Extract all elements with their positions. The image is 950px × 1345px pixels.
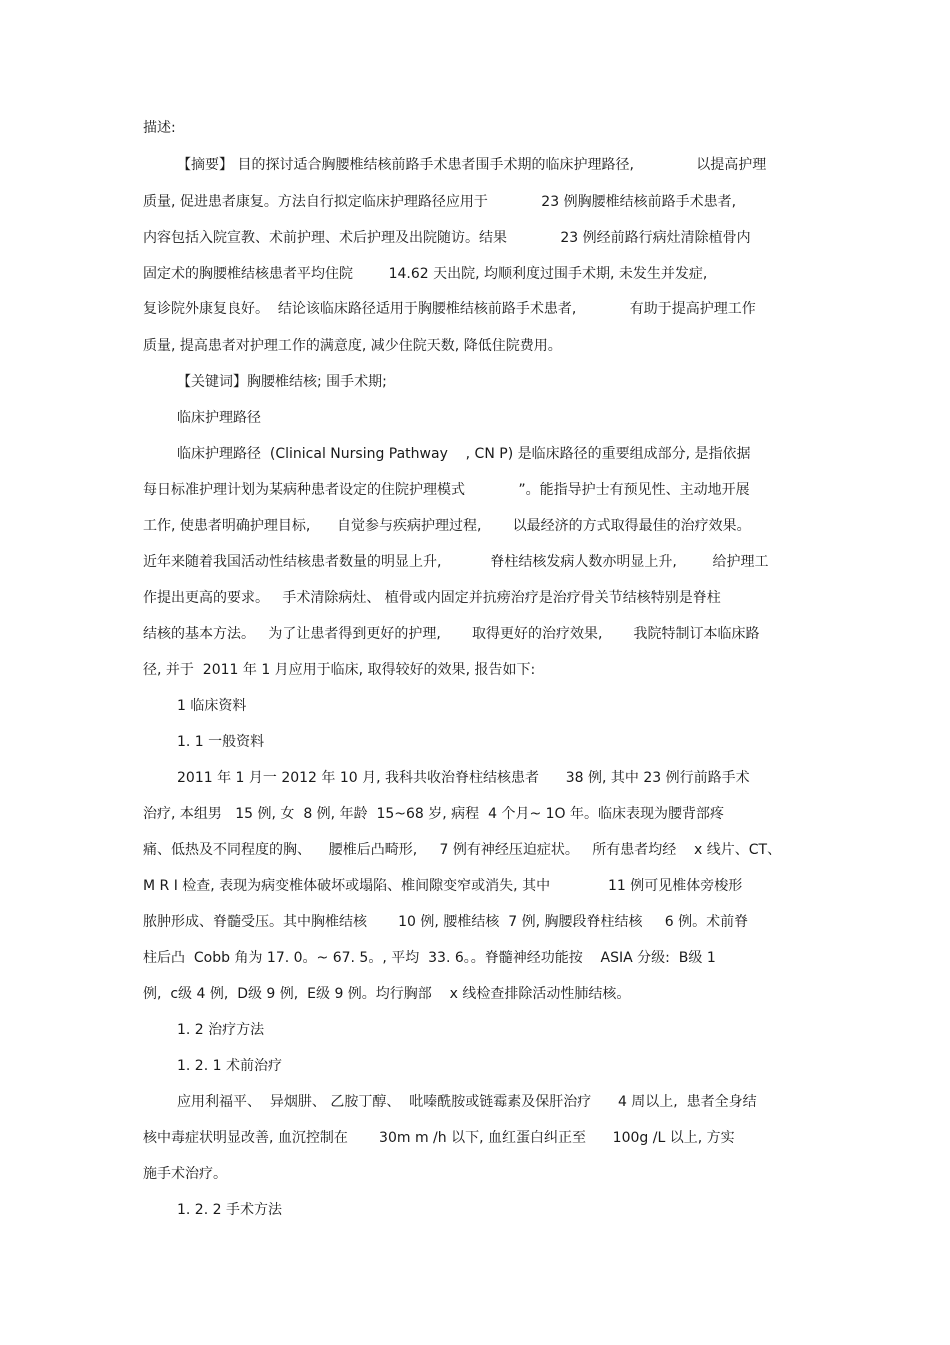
body-line: 应用利福平、 异烟肼、 乙胺丁醇、 吡嗪酰胺或链霉素及保肝治疗 4 周以上, 患者全身结 (177, 1094, 757, 1110)
body-line: 例, c级 4 例, D级 9 例, E级 9 例。均行胸部 x 线检查排除活动性肺结核。 (143, 986, 631, 1002)
body-line: 痛、低热及不同程度的胸、 腰椎后凸畸形, 7 例有神经压迫症状。 所有患者均经 x 线片、CT、 (143, 842, 782, 858)
body-line: 临床护理路径 (Clinical Nursing Pathway , CN P) 是临床路径的重要组成部分, 是指依据 (177, 446, 751, 462)
body-line: 施手术治疗。 (143, 1166, 227, 1182)
abstract-line: 复诊院外康复良好。 结论该临床路径适用于胸腰椎结核前路手术患者, 有助于提高护理工作 (143, 301, 756, 317)
body-line: 脓肿形成、脊髓受压。其中胸椎结核 10 例, 腰椎结核 7 例, 胸腰段脊柱结核 6 例。术前脊 (143, 914, 749, 930)
subsection-heading: 1. 2 治疗方法 (177, 1022, 265, 1038)
abstract-line: 【摘要】 目的探讨适合胸腰椎结核前路手术患者围手术期的临床护理路径, 以提高护理 (177, 157, 767, 173)
subsection-heading: 1. 2. 1 术前治疗 (177, 1058, 282, 1074)
abstract-line: 质量, 提高患者对护理工作的满意度, 减少住院天数, 降低住院费用。 (143, 338, 562, 354)
subsection-heading: 1. 1 一般资料 (177, 734, 265, 750)
keywords-line: 【关键词】胸腰椎结核; 围手术期; (177, 374, 387, 390)
body-line: 径, 并于 2011 年 1 月应用于临床, 取得较好的效果, 报告如下: (143, 662, 536, 678)
body-line: 每日标准护理计划为某病种患者设定的住院护理模式 ”。能指导护士有预见性、主动地开展 (143, 482, 750, 498)
body-line: M R I 检查, 表现为病变椎体破坏或塌陷、椎间隙变窄或消失, 其中 11 例可见椎体旁梭形 (143, 878, 743, 894)
doc-label: 描述: (143, 120, 176, 136)
body-line: 核中毒症状明显改善, 血沉控制在 30m m /h 以下, 血红蛋白纠正至 100g /L 以上, 方实 (143, 1130, 735, 1146)
section-heading: 1 临床资料 (177, 698, 247, 714)
abstract-line: 质量, 促进患者康复。方法自行拟定临床护理路径应用于 23 例胸腰椎结核前路手术患者, (143, 194, 737, 210)
body-line: 近年来随着我国活动性结核患者数量的明显上升, 脊柱结核发病人数亦明显上升, 给护理工 (143, 554, 769, 570)
keywords-line: 临床护理路径 (177, 410, 261, 426)
abstract-line: 固定术的胸腰椎结核患者平均住院 14.62 天出院, 均顺利度过围手术期, 未发生并发症, (143, 266, 708, 282)
body-line: 柱后凸 Cobb 角为 17. 0。~ 67. 5。, 平均 33. 6。。脊髓神经功能按 ASIA 分级: B级 1 (143, 950, 716, 966)
body-line: 作提出更高的要求。 手术清除病灶、 植骨或内固定并抗痨治疗是治疗骨关节结核特别是脊柱 (143, 590, 721, 606)
subsection-heading: 1. 2. 2 手术方法 (177, 1202, 282, 1218)
body-line: 工作, 使患者明确护理目标, 自觉参与疾病护理过程, 以最经济的方式取得最佳的治疗效果。 (143, 518, 751, 534)
abstract-line: 内容包括入院宣教、术前护理、术后护理及出院随访。结果 23 例经前路行病灶清除植骨内 (143, 230, 751, 246)
body-line: 结核的基本方法。 为了让患者得到更好的护理, 取得更好的治疗效果, 我院特制订本临床路 (143, 626, 760, 642)
body-line: 治疗, 本组男 15 例, 女 8 例, 年龄 15~68 岁, 病程 4 个月~ 1O 年。临床表现为腰背部疼 (143, 806, 724, 822)
body-line: 2011 年 1 月一 2012 年 10 月, 我科共收治脊柱结核患者 38 例, 其中 23 例行前路手术 (177, 770, 750, 786)
